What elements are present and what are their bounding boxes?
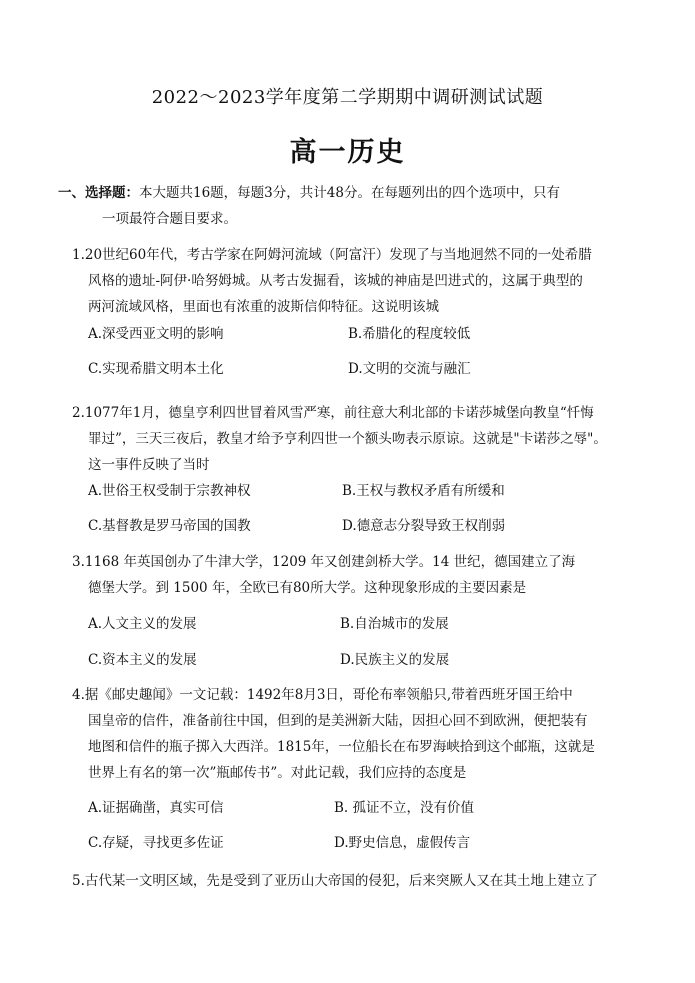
question-4-stem-line-3: 地图和信件的瓶子掷入大西洋。1815年，一位船长在布罗海峡拾到这个邮瓶，这就是	[88, 739, 595, 755]
question-3-stem-line-1: 3.1168 年英国创办了牛津大学，1209 年又创建剑桥大学。14 世纪，德国建立了海	[72, 554, 576, 570]
question-3-option-c: C.资本主义的发展	[88, 652, 197, 668]
question-4-option-d: D.野史信息，虚假传言	[334, 835, 471, 851]
question-3	[72, 549, 627, 601]
question-4	[72, 682, 627, 786]
question-5-stem-line-1: 5.古代某一文明区域，先是受到了亚历山大帝国的侵犯，后来突厥人又在其土地上建立了	[72, 873, 598, 889]
question-2-stem-line-2: 罪过”，三天三夜后，教皇才给予亨利四世一个额头吻表示原谅。这就是"卡诺莎之辱"。	[88, 431, 607, 447]
section-instructions-line2: 一项最符合题目要求。	[102, 211, 237, 227]
question-3-option-a: A.人文主义的发展	[88, 616, 197, 632]
question-3-stem-line-2: 德堡大学。到 1500 年，全欧已有80所大学。这种现象形成的主要因素是	[88, 580, 527, 596]
question-1	[72, 242, 627, 320]
question-2-option-b: B.王权与教权矛盾有所缓和	[342, 483, 505, 499]
question-1-option-b: B.希腊化的程度较低	[348, 326, 471, 342]
question-1-option-c: C.实现希腊文明本土化	[88, 361, 224, 377]
question-2-option-c: C.基督教是罗马帝国的国教	[88, 518, 251, 534]
question-4-stem-line-2: 国皇帝的信件，准备前往中国，但到的是美洲新大陆，因担心回不到欧洲，便把装有	[88, 713, 588, 729]
exam-title: 2022～2023学年度第二学期期中调研测试试题	[151, 87, 544, 108]
question-2-stem-line-3: 这一事件反映了当时	[88, 457, 210, 473]
question-2-option-a: A.世俗王权受制于宗教神权	[88, 483, 251, 499]
question-5	[72, 868, 627, 894]
question-4-option-a: A.证据确凿，真实可信	[88, 800, 224, 816]
question-1-option-d: D.文明的交流与融汇	[348, 361, 471, 377]
question-2-option-d: D.德意志分裂导致王权削弱	[342, 518, 506, 534]
question-1-stem-line-2: 风格的遗址-阿伊·哈努姆城。从考古发掘看，该城的神庙是凹进式的，这属于典型的	[88, 273, 583, 289]
question-1-option-a: A.深受西亚文明的影响	[88, 326, 224, 342]
question-1-stem-line-1: 1.20世纪60年代，考古学家在阿姆河流域（阿富汗）发现了与当地迥然不同的一处希腊	[72, 247, 592, 263]
section-instructions-line1: 本大题共16题，每题3分，共计48分。在每题列出的四个选项中，只有	[139, 185, 560, 201]
question-4-option-b: B. 孤证不立，没有价值	[334, 800, 475, 816]
question-4-stem-line-4: 世界上有名的第一次”瓶邮传书”。对此记载，我们应持的态度是	[88, 765, 467, 781]
question-3-option-d: D.民族主义的发展	[340, 652, 450, 668]
question-4-stem-line-1: 4.据《邮史趣闻》一文记载：1492年8月3日，哥伦布率领船只,带着西班牙国王给中	[72, 687, 573, 703]
question-1-stem-line-3: 两河流域风格，里面也有浓重的波斯信仰特征。这说明该城	[88, 299, 439, 315]
question-3-option-b: B.自治城市的发展	[340, 616, 449, 632]
question-2	[72, 400, 627, 478]
question-2-stem-line-1: 2.1077年1月，德皇亨利四世冒着风雪严寒，前往意大利北部的卡诺莎城堡向教皇“忏悔	[72, 405, 594, 421]
section-heading	[58, 180, 638, 232]
section-name: 一、选择题：	[58, 185, 139, 201]
subject-title: 高一历史	[289, 137, 406, 168]
question-4-option-c: C.存疑，寻找更多佐证	[88, 835, 224, 851]
